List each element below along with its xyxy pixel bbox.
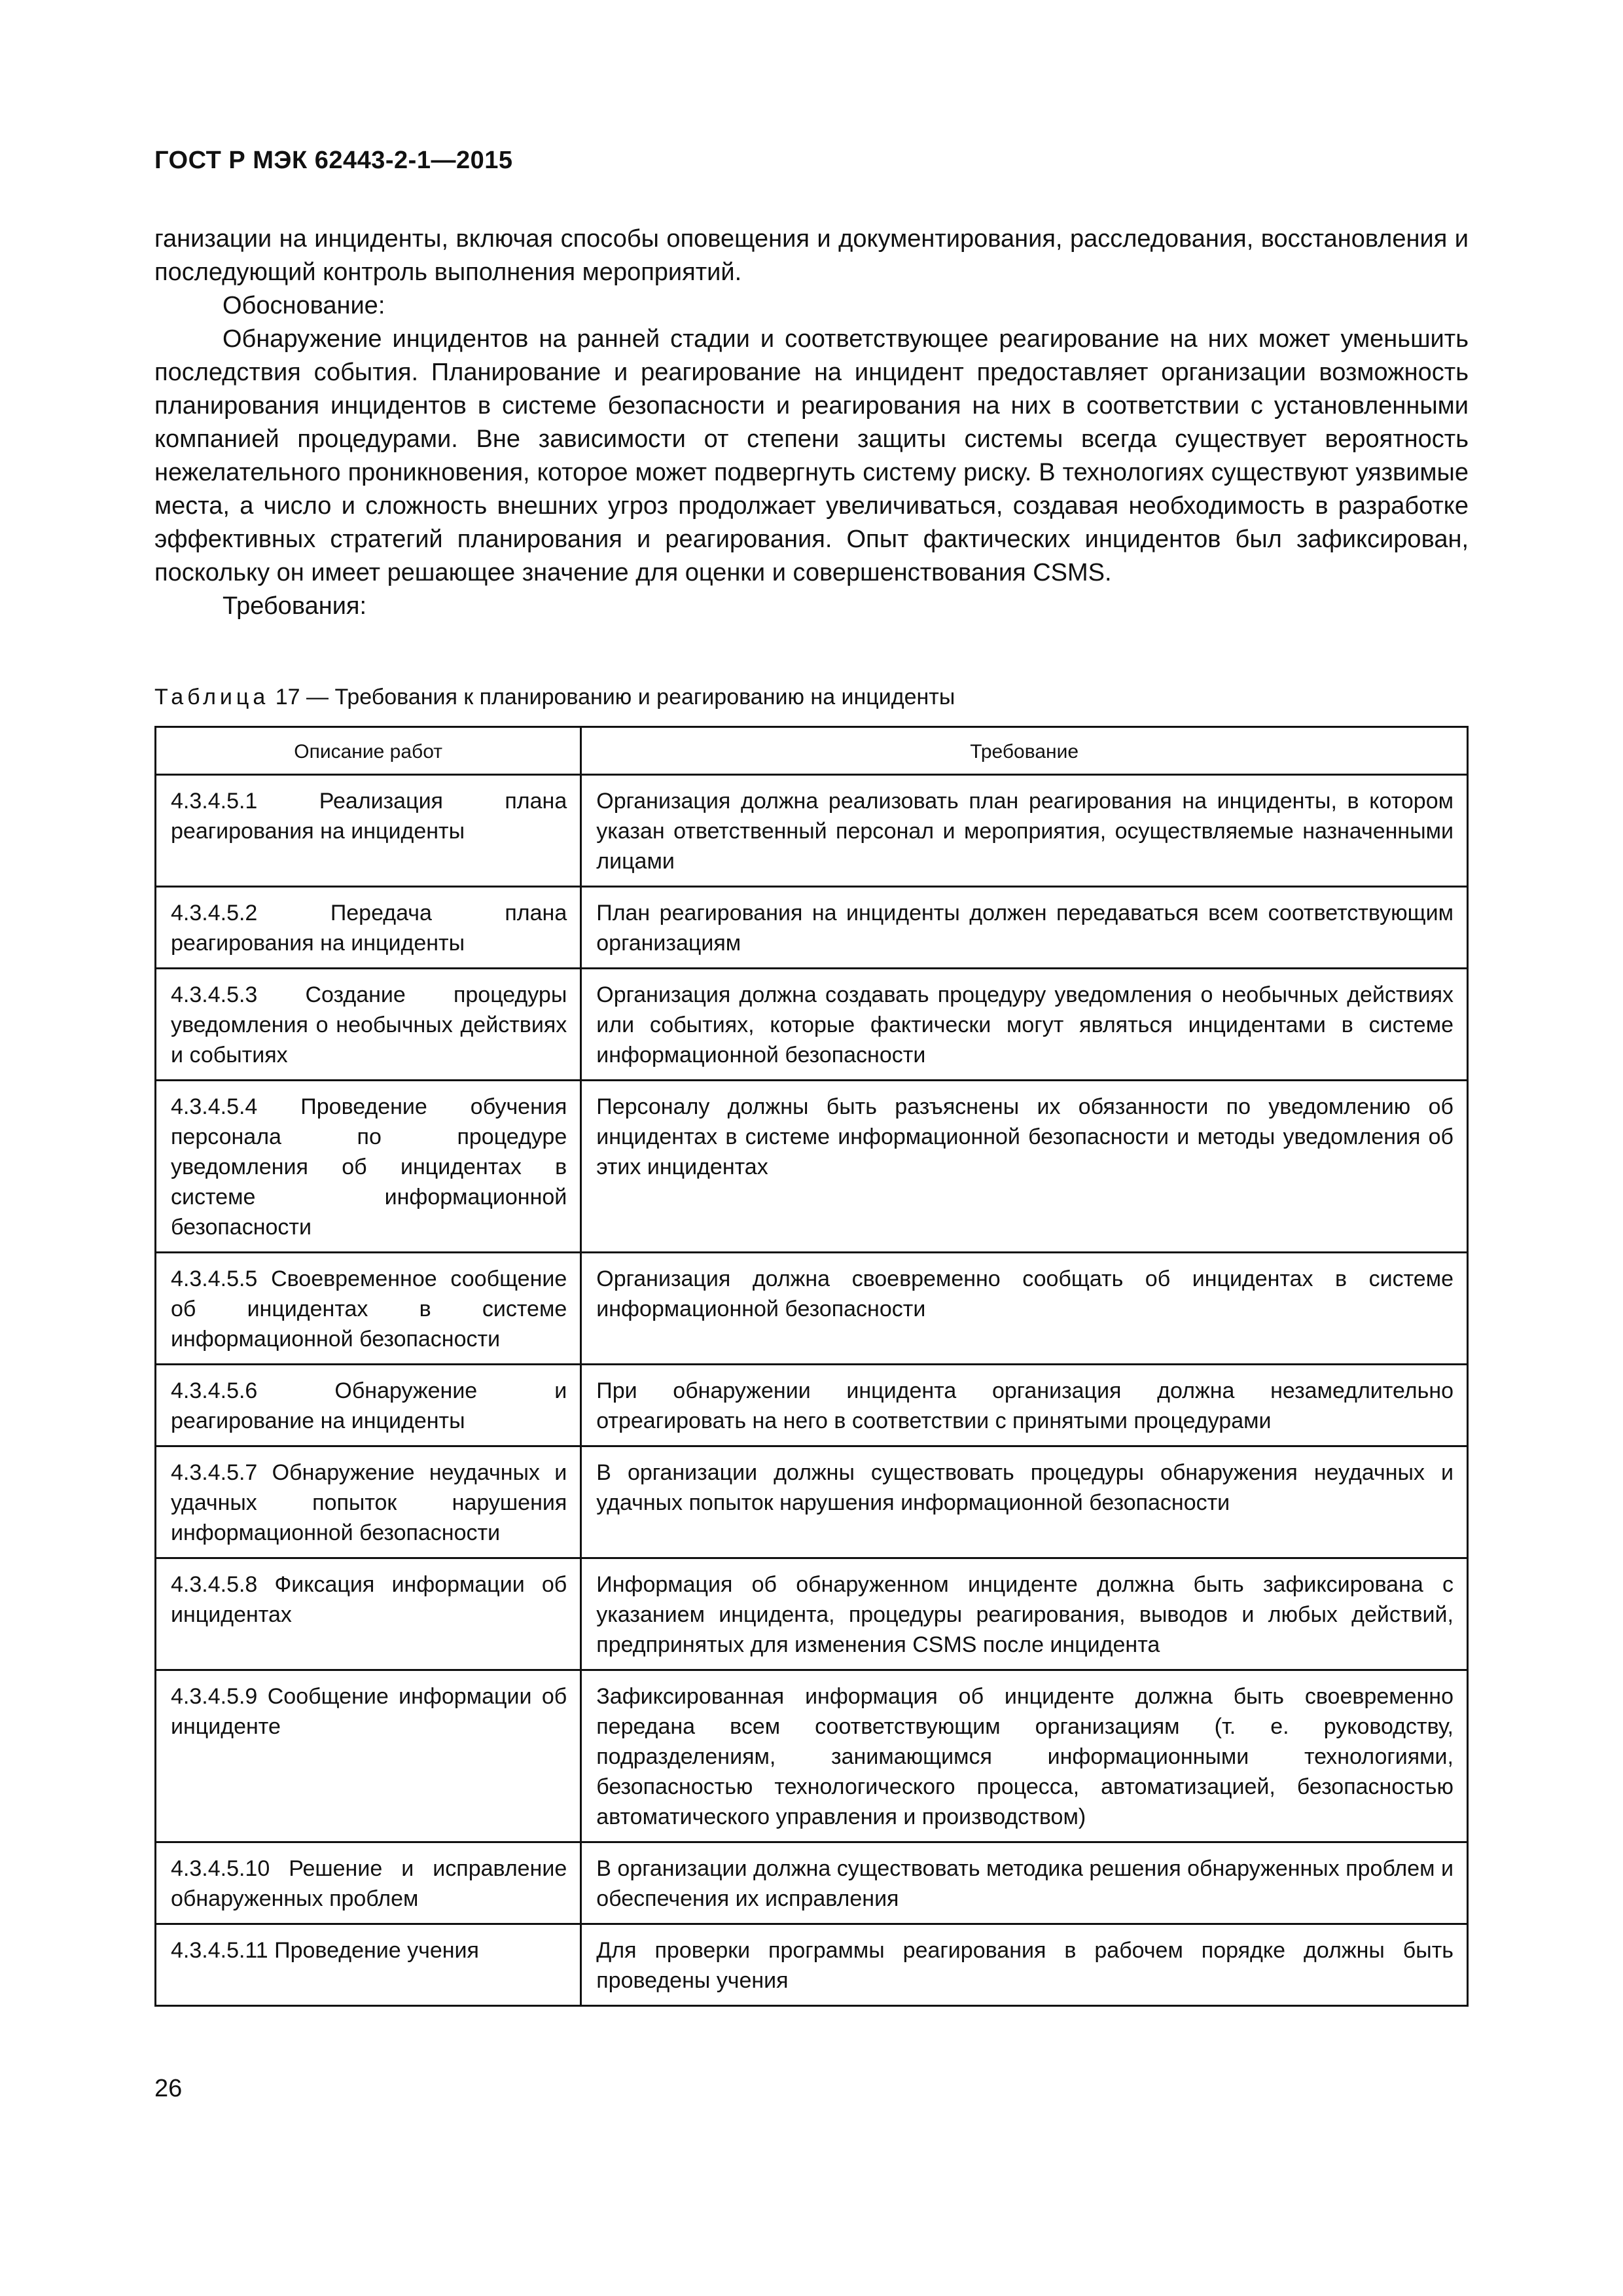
requirement-cell: Для проверки программы реагирования в рабочем порядке должны быть проведены учения — [581, 1924, 1468, 2006]
column-header-requirement: Требование — [581, 727, 1468, 775]
table-row — [156, 1253, 1468, 1365]
activity-cell: 4.3.4.5.6 Обнаружение и реагирование на инциденты — [156, 1365, 581, 1446]
requirement-cell: При обнаружении инцидента организация должна незамедлительно отреагировать на него в соответствии с принятыми процедурами — [581, 1365, 1468, 1446]
table-row — [156, 1842, 1468, 1924]
page-number: 26 — [154, 2075, 183, 2102]
table-row — [156, 1081, 1468, 1253]
requirement-cell: Организация должна реализовать план реагирования на инциденты, в котором указан ответственный персонал и мероприятия, осуществляемые назначенными лицами — [581, 775, 1468, 887]
table-row — [156, 775, 1468, 887]
paragraph-requirements-heading: Требования: — [223, 592, 367, 620]
table-row — [156, 887, 1468, 969]
activity-cell: 4.3.4.5.3 Создание процедуры уведомления о необычных действиях и событиях — [156, 969, 581, 1081]
paragraph-continuation: ганизации на инциденты, включая способы оповещения и документирования, расследования, восстановления и последующий контроль выполнения мероприятий. — [154, 225, 1469, 286]
table-row — [156, 1558, 1468, 1670]
paragraph-rationale-heading: Обоснование: — [223, 292, 385, 319]
requirement-cell: В организации должны существовать процедуры обнаружения неудачных и удачных попыток нарушения информационной безопасности — [581, 1446, 1468, 1558]
activity-cell: 4.3.4.5.11 Проведение учения — [156, 1924, 581, 2006]
table-row — [156, 1365, 1468, 1446]
table-row — [156, 1670, 1468, 1842]
paragraph-rationale: Обнаружение инцидентов на ранней стадии и соответствующее реагирование на них может уменьшить последствия события. Планирование и реагирование на инцидент предоставляет организации возможность планирования инцидентов в системе безопасности и реагирования на них в соответствии с установленными компанией процедурами. Вне зависимости от степени защиты системы всегда существует вероятность нежелательного проникновения, которое может подвергнуть систему риску. В технологиях существуют уязвимые места, а число и сложность внешних угроз продолжает увеличиваться, создавая необходимость в разработке эффективных стратегий планирования и реагирования. Опыт фактических инцидентов был зафиксирован, поскольку он имеет решающее значение для оценки и совершенствования CSMS. — [154, 325, 1469, 586]
requirement-cell: Персоналу должны быть разъяснены их обязанности по уведомлению об инцидентах в системе информационной безопасности и методы уведомления об этих инцидентах — [581, 1081, 1468, 1253]
table-row — [156, 969, 1468, 1081]
requirement-cell: Организация должна своевременно сообщать об инцидентах в системе информационной безопасности — [581, 1253, 1468, 1365]
table-row — [156, 1446, 1468, 1558]
activity-cell: 4.3.4.5.10 Решение и исправление обнаруженных проблем — [156, 1842, 581, 1924]
activity-cell: 4.3.4.5.2 Передача плана реагирования на инциденты — [156, 887, 581, 969]
activity-cell: 4.3.4.5.9 Сообщение информации об инциденте — [156, 1670, 581, 1842]
activity-cell: 4.3.4.5.1 Реализация плана реагирования на инциденты — [156, 775, 581, 887]
requirements-table — [154, 726, 1469, 2007]
requirement-cell: План реагирования на инциденты должен передаваться всем соответствующим организациям — [581, 887, 1468, 969]
requirement-cell: Зафиксированная информация об инциденте должна быть своевременно передана всем соответствующим организациям (т. е. руководству, подразделениям, занимающимся информационными технологиями, безопасностью технологического процесса, автоматизацией, безопасностью автоматического управления и производством) — [581, 1670, 1468, 1842]
requirement-cell: Организация должна создавать процедуру уведомления о необычных действиях или событиях, которые фактически могут являться инцидентами в системе информационной безопасности — [581, 969, 1468, 1081]
activity-cell: 4.3.4.5.4 Проведение обучения персонала по процедуре уведомления об инцидентах в системе информационной безопасности — [156, 1081, 581, 1253]
activity-cell: 4.3.4.5.5 Своевременное сообщение об инцидентах в системе информационной безопасности — [156, 1253, 581, 1365]
document-header: ГОСТ Р МЭК 62443-2-1—2015 — [154, 147, 513, 174]
table-header-row — [156, 727, 1468, 775]
requirement-cell: В организации должна существовать методика решения обнаруженных проблем и обеспечения их исправления — [581, 1842, 1468, 1924]
column-header-activity: Описание работ — [156, 727, 581, 775]
table-row — [156, 1924, 1468, 2006]
body-text — [154, 223, 1469, 623]
table-caption — [154, 685, 955, 710]
table-caption-label: Таблица — [154, 685, 270, 709]
activity-cell: 4.3.4.5.8 Фиксация информации об инцидентах — [156, 1558, 581, 1670]
table-caption-text: 17 — Требования к планированию и реагированию на инциденты — [269, 685, 955, 709]
activity-cell: 4.3.4.5.7 Обнаружение неудачных и удачных попыток нарушения информационной безопасности — [156, 1446, 581, 1558]
requirement-cell: Информация об обнаруженном инциденте должна быть зафиксирована с указанием инцидента, процедуры реагирования, выводов и любых действий, предпринятых для изменения CSMS после инцидента — [581, 1558, 1468, 1670]
